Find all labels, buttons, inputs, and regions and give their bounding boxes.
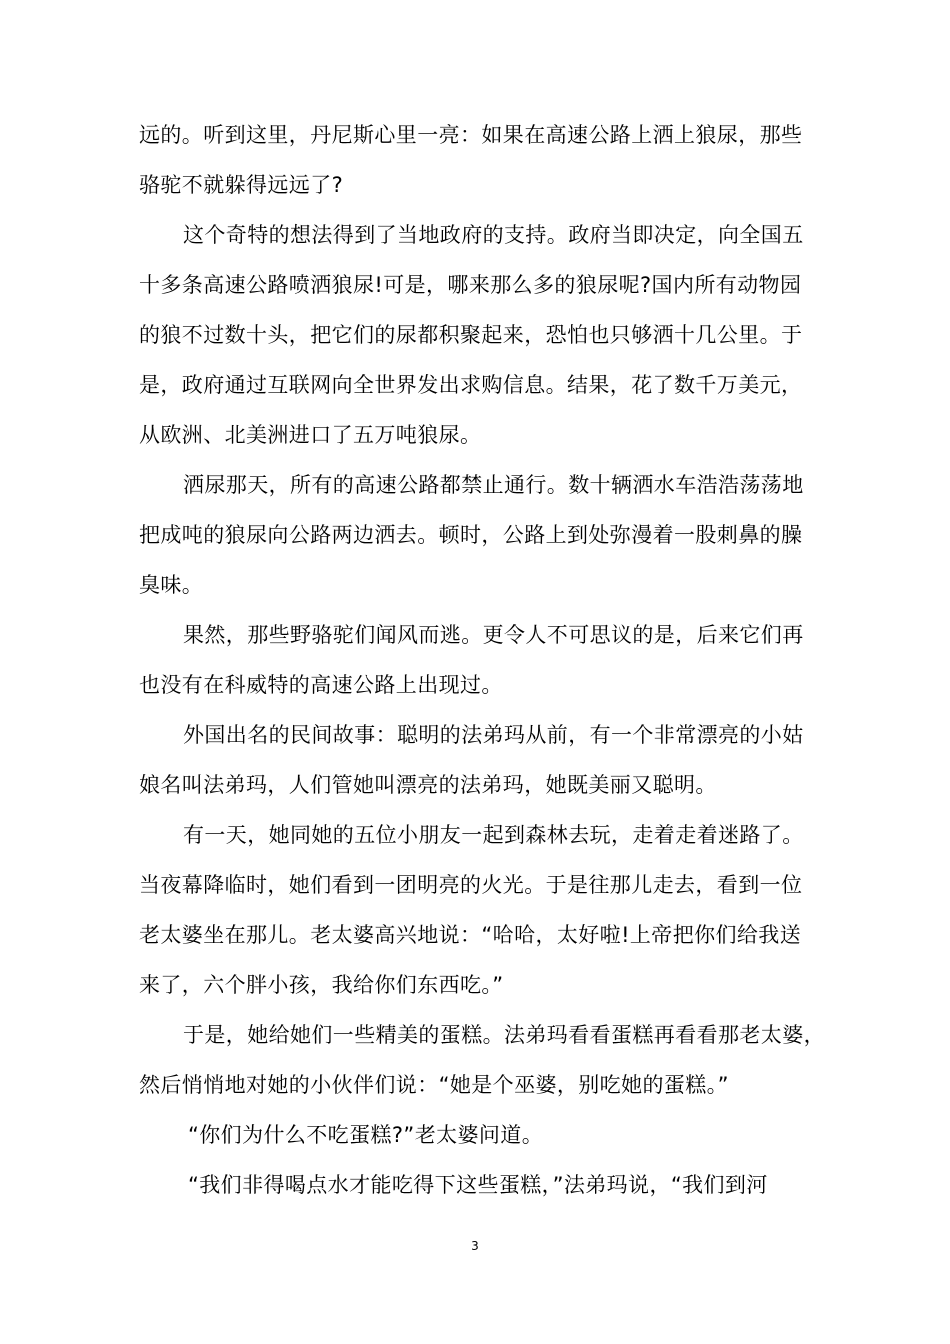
text-line: 骆驼不就躲得远远了? (139, 173, 344, 197)
paragraph-start-line: 这个奇特的想法得到了当地政府的支持。政府当即决定，向全国五 (183, 223, 804, 247)
paragraph-start-line: 有一天，她同她的五位小朋友一起到森林去玩，走着走着迷路了。 (183, 823, 804, 847)
page-number: 3 (471, 1239, 479, 1253)
text-line: 然后悄悄地对她的小伙伴们说：“她是个巫婆，别吃她的蛋糕。” (139, 1073, 729, 1097)
text-line: 把成吨的狼尿向公路两边洒去。顿时，公路上到处弥漫着一股刺鼻的臊 (139, 523, 803, 547)
paragraph-start-line: 洒尿那天，所有的高速公路都禁止通行。数十辆洒水车浩浩荡荡地 (183, 473, 804, 497)
text-line: 是，政府通过互联网向全世界发出求购信息。结果，花了数千万美元， (139, 373, 803, 397)
text-line: 的狼不过数十头，把它们的尿都积聚起来，恐怕也只够洒十几公里。于 (139, 323, 803, 347)
text-line: 来了，六个胖小孩，我给你们东西吃。” (139, 973, 504, 997)
text-line: 十多条高速公路喷洒狼尿!可是，哪来那么多的狼尿呢?国内所有动物园 (139, 273, 802, 297)
text-line: 当夜幕降临时，她们看到一团明亮的火光。于是往那儿走去，看到一位 (139, 873, 803, 897)
paragraph-start-line: 外国出名的民间故事：聪明的法弟玛从前，有一个非常漂亮的小姑 (183, 723, 804, 747)
text-line: 也没有在科威特的高速公路上出现过。 (139, 673, 503, 697)
text-line: 娘名叫法弟玛，人们管她叫漂亮的法弟玛，她既美丽又聪明。 (139, 773, 717, 797)
text-line: 臭味。 (139, 573, 204, 597)
paragraph-start-line: “我们非得喝点水才能吃得下这些蛋糕，”法弟玛说，“我们到河 (188, 1173, 768, 1197)
paragraph-start-line: 果然，那些野骆驼们闻风而逃。更令人不可思议的是，后来它们再 (183, 623, 804, 647)
text-line: 从欧洲、北美洲进口了五万吨狼尿。 (139, 423, 482, 447)
text-line: 远的。听到这里，丹尼斯心里一亮：如果在高速公路上洒上狼尿，那些 (139, 123, 803, 147)
paragraph-start-line: 于是，她给她们一些精美的蛋糕。法弟玛看看蛋糕再看看那老太婆， (183, 1023, 825, 1047)
paragraph-start-line: “你们为什么不吃蛋糕?”老太婆问道。 (188, 1123, 544, 1147)
text-line: 老太婆坐在那儿。老太婆高兴地说：“哈哈，太好啦!上帝把你们给我送 (139, 923, 802, 947)
